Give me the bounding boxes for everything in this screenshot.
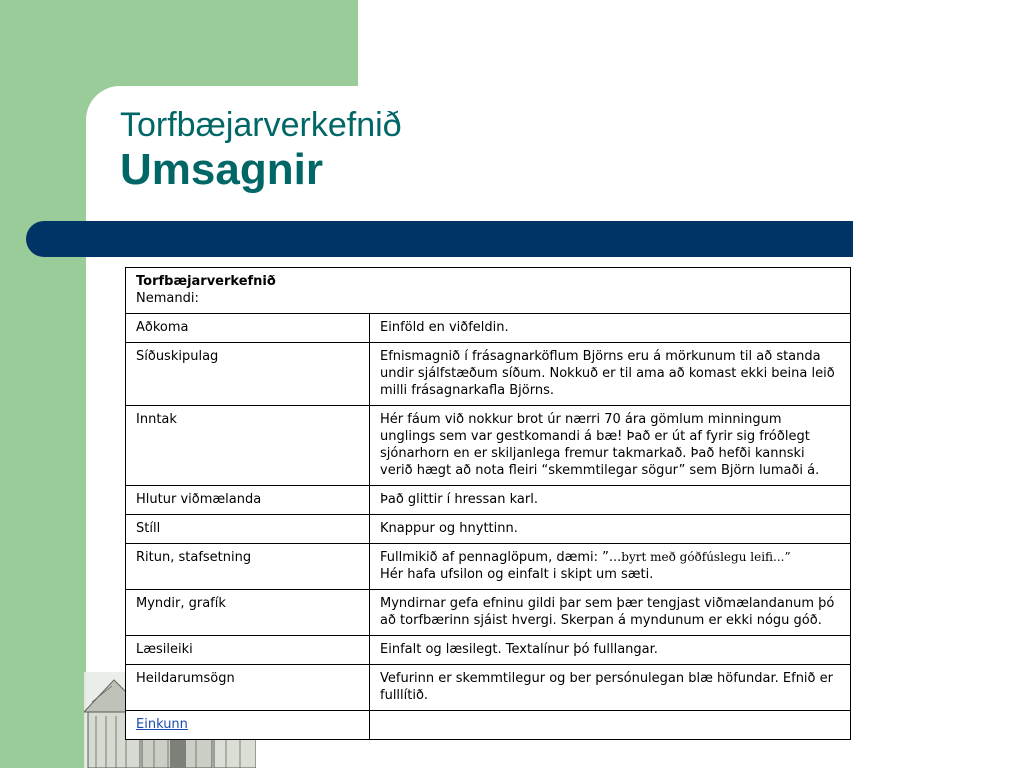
header-cell: [126, 268, 851, 314]
criterion-label: Síðuskipulag: [126, 343, 370, 406]
slide-title: [120, 108, 402, 192]
table-row: [126, 406, 851, 486]
table-row: [126, 665, 851, 711]
criterion-comment: Einföld en viðfeldin.: [370, 314, 851, 343]
criterion-comment: Efnismagnið í frásagnarköflum Björns eru á mörkunum til að standa undir sjálfstæðum síðum. Nokkuð er til ama að komast ekki beina leið milli frásagnarkafla Björns.: [370, 343, 851, 406]
criterion-label: Heildarumsögn: [126, 665, 370, 711]
table-row: [126, 314, 851, 343]
table-row: [126, 343, 851, 406]
criterion-comment: Einfalt og læsilegt. Textalínur þó fulllangar.: [370, 636, 851, 665]
table-row: [126, 711, 851, 740]
table-row: [126, 590, 851, 636]
criterion-label: Ritun, stafsetning: [126, 544, 370, 590]
criterion-label: Hlutur viðmælanda: [126, 486, 370, 515]
quoted-example: byrt með góðfúslegu leifi...”: [621, 550, 791, 564]
project-title: Torfbæjarverkefnið: [136, 274, 276, 289]
criterion-comment: Það glittir í hressan karl.: [370, 486, 851, 515]
title-line-2: Umsagnir: [120, 145, 323, 194]
criterion-label: Inntak: [126, 406, 370, 486]
comment-text: Fullmikið af pennaglöpum, dæmi: ”...: [380, 550, 622, 565]
criterion-comment: Hér fáum við nokkur brot úr nærri 70 ára gömlum minningum unglings sem var gestkomandi á bæ! Það er út af fyrir sig fróðlegt sjónarhorn en er skiljanlega fremur takmarkað. Það hefði kannski verið hægt að nota fleiri “skemmtilegar sögur” sem Björn lumaði á.: [370, 406, 851, 486]
table-row: [126, 544, 851, 590]
criterion-comment: Vefurinn er skemmtilegur og ber persónulegan blæ höfundar. Efnið er fulllítið.: [370, 665, 851, 711]
grade-label: Einkunn: [136, 717, 188, 732]
criterion-label: Aðkoma: [126, 314, 370, 343]
criterion-comment: Knappur og hnyttinn.: [370, 515, 851, 544]
table-header-row: [126, 268, 851, 314]
grade-value: [370, 711, 851, 740]
table-row: [126, 636, 851, 665]
criterion-label: Læsileiki: [126, 636, 370, 665]
criterion-label: [126, 711, 370, 740]
title-line-1: Torfbæjarverkefnið: [120, 106, 402, 144]
assessment-table: [125, 267, 851, 740]
navy-banner: [26, 221, 853, 257]
table-row: [126, 515, 851, 544]
criterion-comment: Myndirnar gefa efninu gildi þar sem þær tengjast viðmælandanum þó að torfbærinn sjáist hvergi. Skerpan á myndunum er ekki nógu góð.: [370, 590, 851, 636]
criterion-label: Stíll: [126, 515, 370, 544]
comment-text: Hér hafa ufsilon og einfalt i skipt um sæti.: [380, 567, 654, 582]
student-label: Nemandi:: [136, 291, 199, 306]
criterion-label: Myndir, grafík: [126, 590, 370, 636]
table-row: [126, 486, 851, 515]
criterion-comment: [370, 544, 851, 590]
